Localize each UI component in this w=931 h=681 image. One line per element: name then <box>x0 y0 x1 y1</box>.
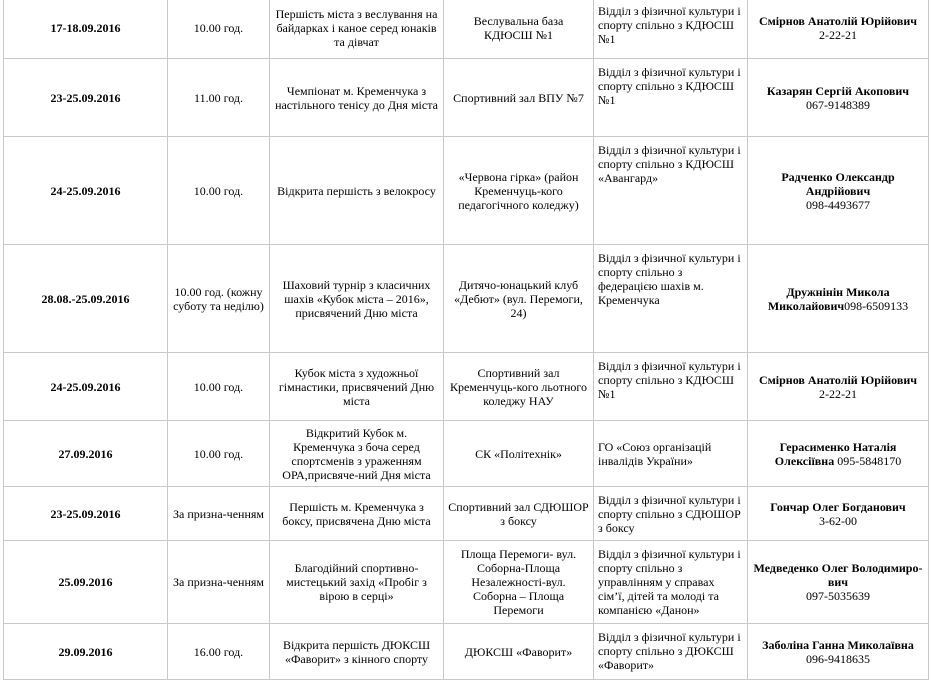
event-time: 10.00 год. <box>168 421 270 487</box>
event-place: Спортивний зал Кременчуць-кого льотного коледжу НАУ <box>444 353 594 421</box>
event-title: Відкрита першість ДЮКСШ «Фаворит» з кінного спорту <box>270 624 444 680</box>
event-title: Шаховий турнір з класичних шахів «Кубок міста – 2016», присвячений Дню міста <box>270 245 444 353</box>
event-title: Першість міста з веслування на байдарках і каное серед юнаків та дівчат <box>270 0 444 59</box>
event-organizer: Відділ з фізичної культури і спорту спільно з КДЮСШ №1 <box>594 0 748 59</box>
event-time: 10.00 год. <box>168 353 270 421</box>
event-time: За призна-ченням <box>168 487 270 541</box>
event-time: 10.00 год. <box>168 0 270 59</box>
event-title: Благодійний спортивно-мистецький захід «Пробіг з вірою в серці» <box>270 541 444 624</box>
event-contact <box>748 421 929 487</box>
event-contact <box>748 624 929 680</box>
contact-name: Дружнінін Микола Миколайович <box>767 284 890 313</box>
event-title: Кубок міста з художньої гімнастики, присвячений Дню міста <box>270 353 444 421</box>
event-organizer: Відділ з фізичної культури і спорту спільно з федерацією шахів м. Кременчука <box>594 245 748 353</box>
table-row <box>4 541 929 624</box>
event-place: СК «Політехнік» <box>444 421 594 487</box>
contact-name: Гончар Олег Богданович <box>770 499 906 514</box>
contact-phone: 096-9418635 <box>806 651 870 666</box>
event-title: Першість м. Кременчука з боксу, присвячена Дню міста <box>270 487 444 541</box>
contact-name: Заболіна Ганна Миколаївна <box>762 637 914 652</box>
event-title: Відкритий Кубок м. Кременчука з боча серед спортсменів з ураженням ОРА,присвяче-ний Дня міста <box>270 421 444 487</box>
event-title: Чемпіонат м. Кременчука з настільного тенісу до Дня міста <box>270 59 444 137</box>
contact-phone: 2-22-21 <box>819 386 857 401</box>
event-place: Веслувальна база КДЮСШ №1 <box>444 0 594 59</box>
table-row <box>4 137 929 245</box>
event-place: Площа Перемоги- вул. Соборна-Площа Незалежності-вул. Соборна – Площа Перемоги <box>444 541 594 624</box>
event-date: 24-25.09.2016 <box>4 137 168 245</box>
events-table <box>3 0 929 680</box>
contact-phone: 098-4493677 <box>806 197 870 212</box>
event-organizer: Відділ з фізичної культури і спорту спільно з ДЮКСШ «Фаворит» <box>594 624 748 680</box>
table-row <box>4 245 929 353</box>
event-date: 27.09.2016 <box>4 421 168 487</box>
event-organizer: Відділ з фізичної культури і спорту спільно з управлінням у справах сім’ї, дітей та молоді та компанією «Данон» <box>594 541 748 624</box>
event-date: 24-25.09.2016 <box>4 353 168 421</box>
contact-name: Смірнов Анатолій Юрійович <box>758 14 918 28</box>
event-time: 10.00 год. <box>168 137 270 245</box>
table-row <box>4 487 929 541</box>
table-row <box>4 0 929 59</box>
contact-name: Казарян Сергій Акопович <box>766 83 910 98</box>
event-date: 28.08.-25.09.2016 <box>4 245 168 353</box>
event-place: Спортивний зал СДЮШОР з боксу <box>444 487 594 541</box>
contact-name: Радченко Олександр Андрійович <box>781 169 895 198</box>
event-time: 11.00 год. <box>168 59 270 137</box>
event-date: 17-18.09.2016 <box>4 0 168 59</box>
event-organizer: Відділ з фізичної культури і спорту спільно з КДЮСШ №1 <box>594 353 748 421</box>
event-time: 16.00 год. <box>168 624 270 680</box>
contact-name: Медведенко Олег Володимиро-вич <box>753 561 923 589</box>
event-contact <box>748 137 929 245</box>
event-organizer: Відділ з фізичної культури і спорту спільно з СДЮШОР з боксу <box>594 487 748 541</box>
event-contact <box>748 487 929 541</box>
contact-name: Герасименко Наталія Олексіївна <box>774 439 897 468</box>
event-organizer: Відділ з фізичної культури і спорту спільно з КДЮСШ №1 <box>594 59 748 137</box>
event-title: Відкрита першість з велокросу <box>270 137 444 245</box>
event-date: 25.09.2016 <box>4 541 168 624</box>
table-row <box>4 624 929 680</box>
contact-phone: 3-62-00 <box>819 513 857 528</box>
contact-name: Смірнов Анатолій Юрійович <box>758 372 918 387</box>
contact-phone: 2-22-21 <box>819 28 857 42</box>
contact-phone: 098-6509133 <box>844 298 909 313</box>
contact-phone: 097-5035639 <box>806 589 870 603</box>
table-row <box>4 59 929 137</box>
event-place: Спортивний зал ВПУ №7 <box>444 59 594 137</box>
event-date: 23-25.09.2016 <box>4 59 168 137</box>
event-date: 29.09.2016 <box>4 624 168 680</box>
event-contact <box>748 59 929 137</box>
event-time: 10.00 год. (кожну суботу та неділю) <box>168 245 270 353</box>
event-time: За призна-ченням <box>168 541 270 624</box>
event-contact <box>748 245 929 353</box>
event-contact <box>748 353 929 421</box>
event-place: Дитячо-юнацький клуб «Дебют» (вул. Перемоги, 24) <box>444 245 594 353</box>
event-organizer: Відділ з фізичної культури і спорту спільно з КДЮСШ «Авангард» <box>594 137 748 245</box>
table-row <box>4 353 929 421</box>
contact-phone: 067-9148389 <box>806 97 870 112</box>
event-place: ДЮКСШ «Фаворит» <box>444 624 594 680</box>
table-row <box>4 421 929 487</box>
event-date: 23-25.09.2016 <box>4 487 168 541</box>
contact-phone: 095-5848170 <box>837 453 902 468</box>
event-contact <box>748 0 929 59</box>
event-place: «Червона гірка» (район Кременчуць-кого педагогічного коледжу) <box>444 137 594 245</box>
event-contact <box>748 541 929 624</box>
event-organizer: ГО «Союз організацій інвалідів України» <box>594 421 748 487</box>
